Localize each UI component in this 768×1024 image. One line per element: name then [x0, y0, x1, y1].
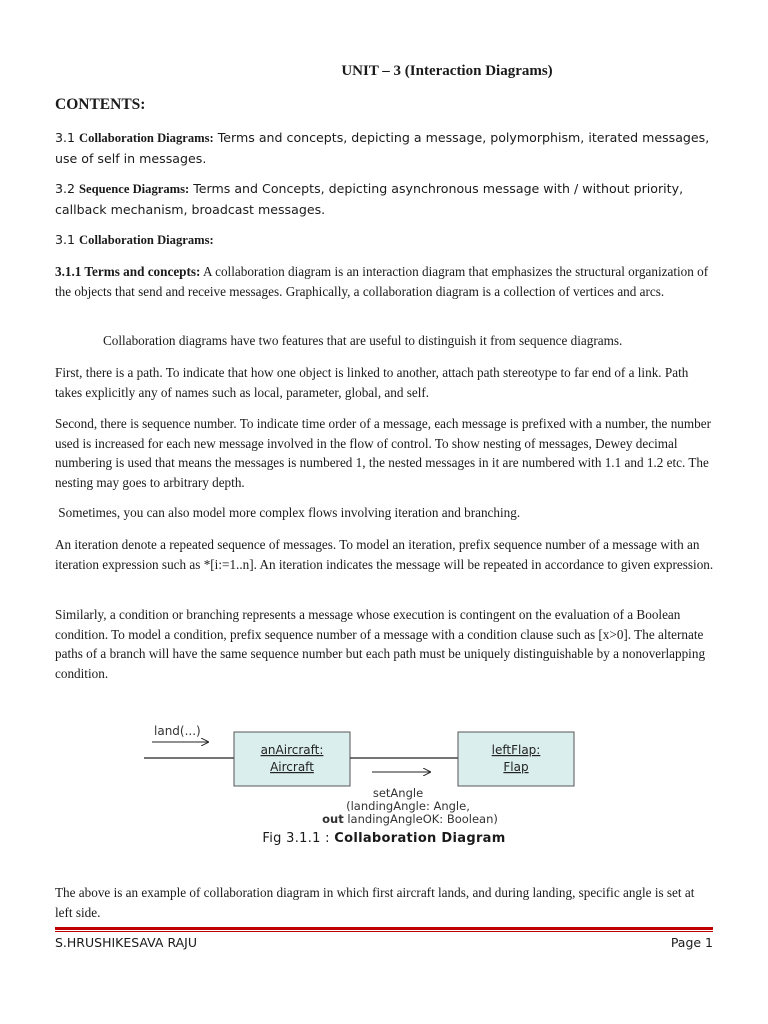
footer-author: S.HRUSHIKESAVA RAJU: [55, 935, 198, 950]
message-out-keyword: out: [322, 812, 344, 826]
contents-item-label: Sequence Diagrams:: [79, 182, 190, 196]
paragraph-example: The above is an example of collaboration diagram in which first aircraft lands, and during landing, specific angle is set at left side.: [55, 885, 695, 920]
subsection-text: A collaboration diagram is an interaction diagram that emphasizes the structural organization of the objects that send and receive messages. Graphically, a collaboration diagram is a collection of vertices and arcs.: [55, 264, 709, 299]
contents-item-text: Terms and Concepts, depicting asynchronous message with / without priority, callback mechanism, broadcast messages.: [55, 181, 684, 217]
paragraph-iteration: An iteration denote a repeated sequence of messages. To model an iteration, prefix sequence number of a message with an iteration expression such as *[i:=1..n]. An iteration indicates the message will be repeated in accordance to given expression.: [55, 537, 714, 572]
footer-rule-thin: [55, 931, 713, 932]
subsection-label: 3.1.1 Terms and concepts:: [55, 264, 201, 279]
paragraph-sometimes: Sometimes, you can also model more complex flows involving iteration and branching.: [55, 505, 521, 520]
section-number: 3.1: [55, 232, 80, 247]
collaboration-diagram: [140, 716, 580, 828]
message-name: setAngle: [372, 786, 424, 800]
figure-caption-label: Collaboration Diagram: [334, 831, 506, 846]
contents-item-number: 3.1: [55, 130, 80, 145]
contents-item-label: Collaboration Diagrams:: [79, 131, 214, 145]
object-box-aircraft: [234, 732, 350, 786]
object-aircraft-class: Aircraft: [270, 760, 314, 774]
subsection-paragraph: [55, 262, 715, 301]
message-parameter-2: [322, 812, 498, 826]
footer-rule: [55, 927, 713, 930]
figure-caption: [0, 831, 768, 846]
object-flap-name: leftFlap:: [491, 743, 541, 757]
object-flap-class: Flap: [503, 760, 529, 774]
contents-item-collaboration: [55, 128, 715, 168]
page-title: UNIT – 3 (Interaction Diagrams): [341, 63, 553, 79]
figure-caption-prefix: Fig 3.1.1 :: [262, 831, 335, 846]
paragraph-condition: Similarly, a condition or branching represents a message whose execution is contingent on the evaluation of a Boolean condition. To model a condition, prefix sequence number of a message with a condition clause such as [x>0]. The alternate paths of a branch will have the same sequence number but each path must be uniquely distinguishable by a nonoverlapping condition.: [55, 607, 706, 681]
incoming-message-label: land(...): [154, 724, 201, 738]
message-parameter-2-text: landingAngleOK: Boolean): [343, 812, 498, 826]
footer-page-number: Page 1: [670, 935, 713, 950]
object-aircraft-name: anAircraft:: [260, 743, 324, 757]
section-heading: [55, 230, 715, 251]
section-label: Collaboration Diagrams:: [79, 233, 214, 247]
paragraph-second: Second, there is sequence number. To indicate time order of a message, each message is prefixed with a number, the number used is increased for each new message involved in the flow of control. To show nesting of messages, Dewey decimal numbering is used that means the messages is numbered 1, the nested messages in it are numbered with 1.1 and 1.2 etc. The nesting may goes to arbitrary depth.: [55, 416, 711, 490]
object-box-flap: [458, 732, 574, 786]
paragraph-features: Collaboration diagrams have two features that are useful to distinguish it from sequence diagrams.: [103, 333, 623, 348]
contents-item-text: Terms and concepts, depicting a message, polymorphism, iterated messages, use of self in messages.: [55, 130, 710, 166]
paragraph-first: First, there is a path. To indicate that how one object is linked to another, attach path stereotype to far end of a link. Path takes explicitly any of names such as local, parameter, global, and self.: [55, 365, 689, 400]
contents-heading: CONTENTS:: [55, 96, 146, 113]
contents-item-sequence: [55, 179, 715, 219]
message-parameter-1: (landingAngle: Angle,: [346, 799, 470, 813]
contents-item-number: 3.2: [55, 181, 80, 196]
